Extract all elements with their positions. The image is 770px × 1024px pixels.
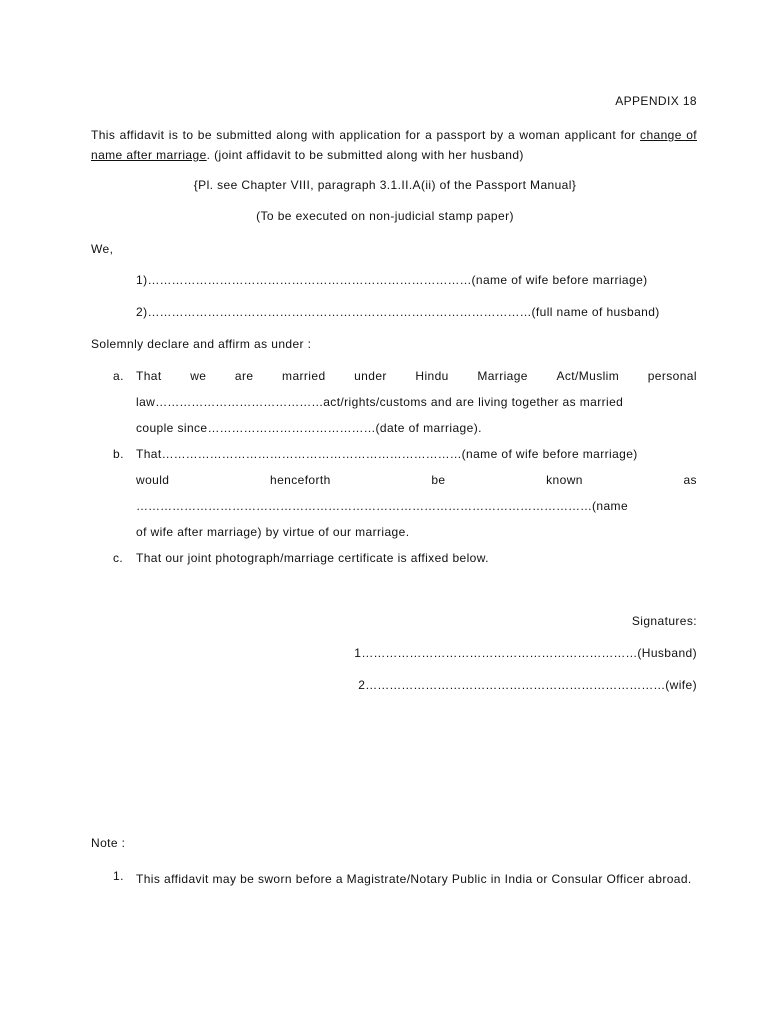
word: married <box>282 369 326 383</box>
item-b-line-2 <box>136 473 697 487</box>
signature-label: (wife) <box>665 678 697 692</box>
item-a-line-1 <box>136 369 697 383</box>
signatures-heading: Signatures: <box>631 614 697 628</box>
party-number: 1) <box>136 273 148 287</box>
intro-text-start: This affidavit is to be submitted along with application for a passport by a woman applicant for <box>91 128 641 142</box>
signature-line-wife <box>350 678 697 692</box>
line-text: (name of wife before marriage) <box>461 447 638 461</box>
manual-reference: {Pl. see Chapter VIII, paragraph 3.1.II.A(ii) of the Passport Manual} <box>193 178 577 192</box>
word: That <box>136 369 162 383</box>
signature-number: 1 <box>354 646 362 660</box>
party-label: (full name of husband) <box>531 305 660 319</box>
fill-in-blank: …………………………………… <box>207 421 376 435</box>
word: Act/Muslim <box>556 369 620 383</box>
word: would <box>136 473 170 487</box>
intro-underlined-text: change of name after marriage <box>91 128 697 162</box>
word: Hindu <box>415 369 449 383</box>
party-number: 2) <box>136 305 148 319</box>
item-b-marker: b. <box>113 447 124 461</box>
we-label: We, <box>91 242 114 256</box>
fill-in-blank: ………………………………………………………………… <box>365 678 666 692</box>
execution-note: (To be executed on non-judicial stamp paper) <box>256 209 514 223</box>
fill-in-blank: …………………………………………………………………………………………………… <box>136 499 592 513</box>
party-label: (name of wife before marriage) <box>471 273 648 287</box>
line-text: law <box>136 395 156 409</box>
line-text: (date of marriage). <box>375 421 482 435</box>
line-text: That <box>136 447 162 461</box>
line-text: (name <box>592 499 629 513</box>
item-a-line-3 <box>136 421 697 435</box>
word: personal <box>647 369 697 383</box>
fill-in-blank: ……………………………………………………………………… <box>147 273 472 287</box>
item-b-line-1 <box>136 447 697 461</box>
word: henceforth <box>270 473 331 487</box>
word: under <box>354 369 387 383</box>
item-a-line-2 <box>136 395 697 409</box>
note-item-text: This affidavit may be sworn before a Magistrate/Notary Public in India or Consular Officer abroad. <box>136 872 692 886</box>
item-a-marker: a. <box>113 369 124 383</box>
word: as <box>683 473 697 487</box>
item-b-line-3 <box>136 499 696 513</box>
signature-line-husband <box>350 646 697 660</box>
item-c-marker: c. <box>113 551 124 565</box>
fill-in-blank: …………………………………………………………… <box>361 646 638 660</box>
intro-text-end: . (joint affidavit to be submitted along with her husband) <box>206 148 524 162</box>
word: be <box>431 473 446 487</box>
intro-paragraph <box>91 125 697 165</box>
fill-in-blank: ………………………………………………………………… <box>161 447 462 461</box>
declaration-heading: Solemnly declare and affirm as under : <box>91 337 312 351</box>
signature-number: 2 <box>358 678 366 692</box>
fill-in-blank: …………………………………… <box>155 395 324 409</box>
item-b-line-4: of wife after marriage) by virtue of our marriage. <box>136 525 410 539</box>
word: we <box>190 369 207 383</box>
note-heading: Note : <box>91 836 126 850</box>
word: known <box>546 473 583 487</box>
item-c-text: That our joint photograph/marriage certificate is affixed below. <box>136 551 489 565</box>
word: are <box>234 369 254 383</box>
note-item-marker: 1. <box>113 869 124 883</box>
fill-in-blank: …………………………………………………………………………………… <box>147 305 532 319</box>
party-line-wife <box>136 273 648 287</box>
line-text: act/rights/customs and are living together as married <box>323 395 624 409</box>
appendix-number: APPENDIX 18 <box>615 94 697 108</box>
signature-label: (Husband) <box>637 646 697 660</box>
word: Marriage <box>477 369 528 383</box>
party-line-husband <box>136 305 660 319</box>
line-text: couple since <box>136 421 208 435</box>
